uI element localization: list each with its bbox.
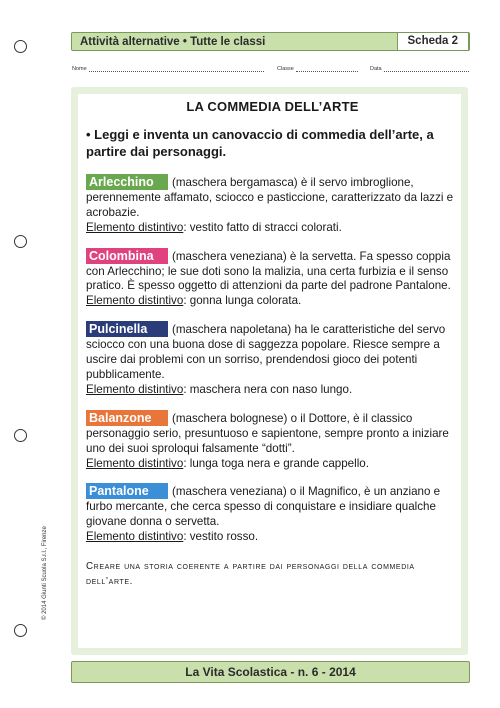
scheda-badge: Scheda 2	[397, 32, 470, 51]
elem-colombina: : gonna lunga colorata.	[183, 294, 302, 308]
elem-label-pantalone: Elemento distintivo	[86, 530, 184, 544]
character-colombina	[86, 248, 459, 310]
character-arlecchino	[86, 174, 459, 236]
desc-balanzone: (maschera bolognese) o il Dottore, è il classico personaggio serio, presuntuoso e sapientone, sempre pronto a iniziare uno dei suoi sproloqui falsamente “dotti”.	[86, 411, 449, 455]
desc-colombina: (maschera veneziana) è la servetta. Fa spesso coppia con Arlecchino; le sue doti sono la malizia, una certa furbizia e il senso pratico. È spesso oggetto di attenzioni da parte del padrone Pantalone.	[86, 249, 451, 293]
data-label: Data	[370, 66, 382, 72]
character-balanzone	[86, 410, 459, 472]
nome-line	[89, 66, 264, 72]
instruction: • Leggi e inventa un canovaccio di commedia dell’arte, a partire dai personaggi.	[86, 127, 434, 159]
data-line	[384, 66, 469, 72]
binder-hole-1	[14, 40, 27, 53]
copyright-notice: © 2014 Giunti Scuola S.r.l., Firenze	[42, 526, 48, 620]
binder-hole-2	[14, 235, 27, 248]
tag-arlecchino: Arlecchino	[86, 174, 168, 190]
character-pulcinella	[86, 321, 459, 398]
tag-pulcinella: Pulcinella	[86, 321, 168, 337]
elem-label-colombina: Elemento distintivo	[86, 294, 184, 308]
desc-arlecchino: (maschera bergamasca) è il servo imbroglione, perennemente affamato, sciocco e pasticcione, caratterizzato da lazzi e acrobazie.	[86, 176, 454, 219]
tag-colombina: Colombina	[86, 248, 168, 264]
content	[86, 96, 459, 589]
task-text: Creare una storia coerente a partire dai personaggi della commedia dell’arte.	[86, 561, 415, 588]
classe-line	[296, 66, 358, 72]
elem-pulcinella: : maschera nera con naso lungo.	[183, 382, 353, 396]
page-footer: La Vita Scolastica - n. 6 - 2014	[71, 661, 470, 683]
desc-pulcinella: (maschera napoletana) ha le caratteristiche del servo sciocco con una buona dose di saggezza popolare. Riesce sempre a uscire dai problemi con un sorriso, prendendosi gioco dei potenti pubblicamente.	[86, 323, 446, 381]
elem-arlecchino: : vestito fatto di stracci colorati.	[183, 220, 342, 234]
character-pantalone	[86, 483, 459, 545]
tag-balanzone: Balanzone	[86, 410, 168, 426]
student-fields	[72, 66, 472, 72]
elem-balanzone: : lunga toga nera e grande cappello.	[183, 456, 369, 470]
classe-label: Classe	[277, 66, 294, 72]
desc-pantalone: (maschera veneziana) o il Magnifico, è un anziano e furbo mercante, che cerca spesso di conquistare e insidiare qualche giovane donna o servetta.	[86, 485, 441, 529]
elem-pantalone: : vestito rosso.	[183, 530, 259, 544]
binder-hole-4	[14, 624, 27, 637]
header-title: Attività alternative • Tutte le classi	[80, 35, 266, 48]
tag-pantalone: Pantalone	[86, 483, 168, 499]
elem-label-balanzone: Elemento distintivo	[86, 456, 184, 470]
elem-label-pulcinella: Elemento distintivo	[86, 382, 184, 396]
nome-label: Nome	[72, 66, 87, 72]
page-header	[71, 32, 470, 51]
page-title: LA COMMEDIA DELL’ARTE	[186, 99, 359, 114]
binder-hole-3	[14, 429, 27, 442]
elem-label-arlecchino: Elemento distintivo	[86, 220, 184, 234]
